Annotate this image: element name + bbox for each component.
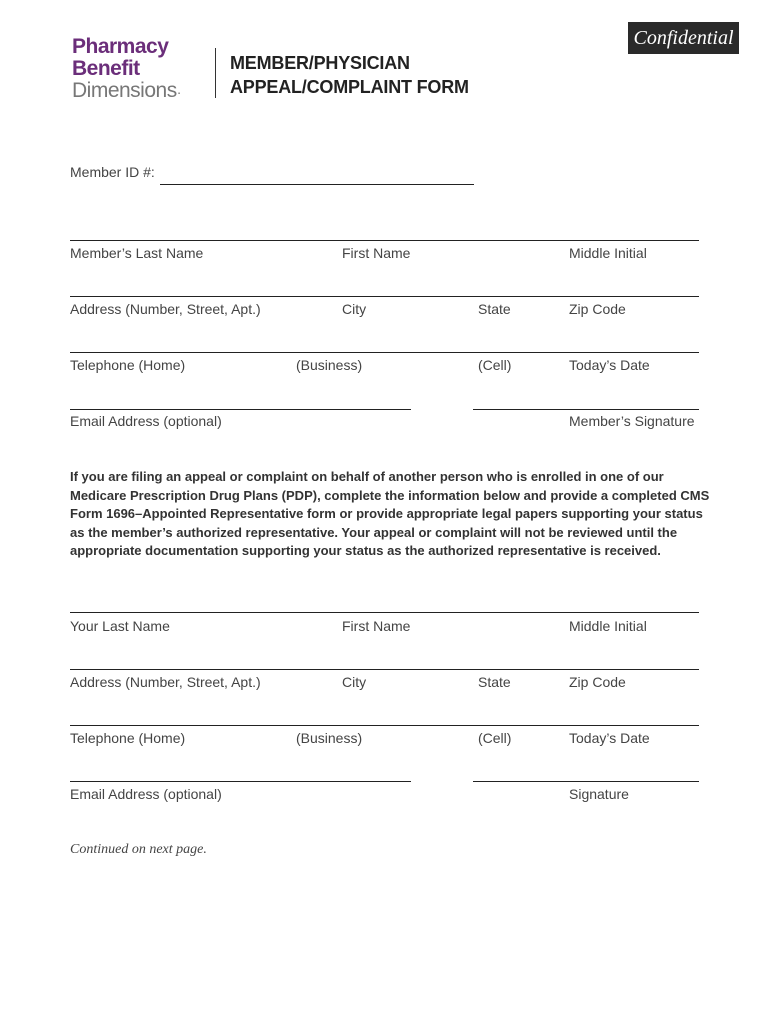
rep-signature-line[interactable] bbox=[473, 781, 699, 782]
rep-cell-label: (Cell) bbox=[478, 730, 512, 746]
member-middle-initial-label: Middle Initial bbox=[569, 245, 647, 261]
form-title bbox=[230, 51, 469, 99]
rep-name-line[interactable] bbox=[70, 612, 699, 613]
member-phone-line[interactable] bbox=[70, 352, 699, 353]
form-title-line-1: MEMBER/PHYSICIAN bbox=[230, 53, 410, 73]
member-city-label: City bbox=[342, 301, 367, 317]
member-signature-label: Member’s Signature bbox=[569, 413, 695, 429]
rep-phone-line[interactable] bbox=[70, 725, 699, 726]
member-zip-label: Zip Code bbox=[569, 301, 626, 317]
member-email-label: Email Address (optional) bbox=[70, 413, 222, 429]
rep-telephone-home-label: Telephone (Home) bbox=[70, 730, 186, 746]
member-id-label: Member ID #: bbox=[70, 164, 155, 180]
member-id-field[interactable] bbox=[160, 184, 474, 185]
logo-line-1: Pharmacy bbox=[72, 35, 169, 58]
member-state-label: State bbox=[478, 301, 511, 317]
rep-address-line[interactable] bbox=[70, 669, 699, 670]
rep-middle-initial-label: Middle Initial bbox=[569, 618, 647, 634]
rep-email-line[interactable] bbox=[70, 781, 411, 782]
rep-email-label: Email Address (optional) bbox=[70, 786, 222, 802]
rep-city-label: City bbox=[342, 674, 367, 690]
rep-business-label: (Business) bbox=[296, 730, 363, 746]
rep-todays-date-label: Today’s Date bbox=[569, 730, 650, 746]
form-title-line-2: APPEAL/COMPLAINT FORM bbox=[230, 77, 469, 97]
member-business-label: (Business) bbox=[296, 357, 363, 373]
rep-address-label: Address (Number, Street, Apt.) bbox=[70, 674, 261, 690]
rep-first-name-label: First Name bbox=[342, 618, 411, 634]
rep-last-name-label: Your Last Name bbox=[70, 618, 170, 634]
member-address-label: Address (Number, Street, Apt.) bbox=[70, 301, 261, 317]
rep-state-label: State bbox=[478, 674, 511, 690]
logo-line-3-text: Dimensions bbox=[72, 79, 177, 102]
logo-mark: · bbox=[176, 84, 181, 100]
rep-signature-label: Signature bbox=[569, 786, 629, 802]
company-logo bbox=[72, 36, 181, 103]
member-signature-line[interactable] bbox=[473, 409, 699, 410]
title-divider bbox=[215, 48, 216, 98]
representative-note: If you are filing an appeal or complaint on behalf of another person who is enrolled in one of our Medicare Prescription Drug Plans (PDP), complete the information below and provide a completed CMS Form 1696–Appointed Representative form or provide appropriate legal papers supporting your status as the member’s authorized representative. Your appeal or complaint will not be reviewed until the appropriate documentation supporting your status as the authorized representative is received. bbox=[70, 469, 710, 558]
logo-line-3 bbox=[72, 80, 181, 103]
member-telephone-home-label: Telephone (Home) bbox=[70, 357, 186, 373]
member-first-name-label: First Name bbox=[342, 245, 411, 261]
member-todays-date-label: Today’s Date bbox=[569, 357, 650, 373]
member-address-line[interactable] bbox=[70, 296, 699, 297]
continued-note: Continued on next page. bbox=[70, 842, 207, 857]
member-last-name-label: Member’s Last Name bbox=[70, 245, 204, 261]
logo-line-2: Benefit bbox=[72, 57, 140, 80]
member-cell-label: (Cell) bbox=[478, 357, 512, 373]
rep-zip-label: Zip Code bbox=[569, 674, 626, 690]
member-name-line[interactable] bbox=[70, 240, 699, 241]
member-email-line[interactable] bbox=[70, 409, 411, 410]
confidential-badge: Confidential bbox=[628, 22, 739, 54]
